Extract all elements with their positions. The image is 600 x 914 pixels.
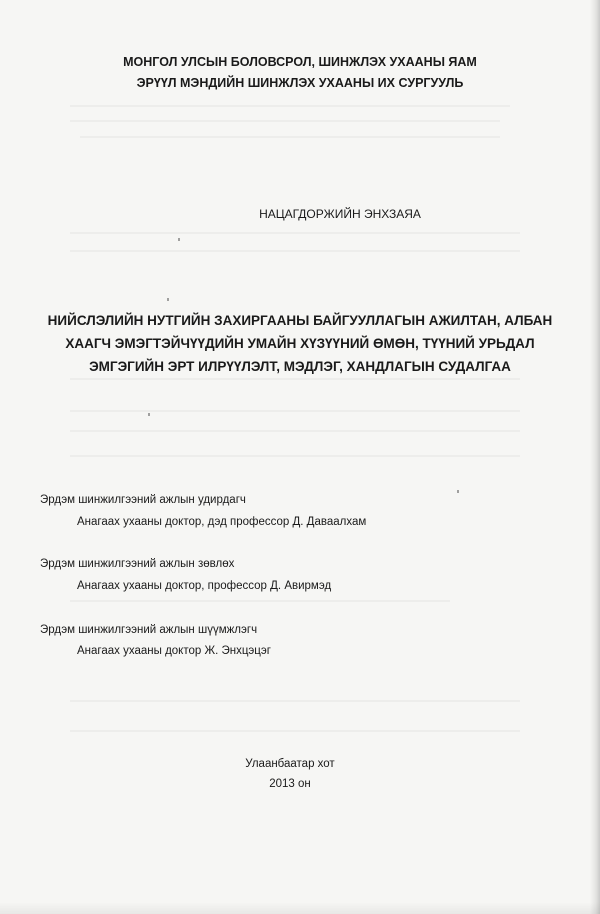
bleed-through-line [70, 120, 500, 122]
scan-speck [148, 413, 150, 416]
scan-speck [167, 298, 169, 301]
advisor-role: Эрдэм шинжилгээний ажлын зөвлөх [40, 558, 235, 570]
bleed-through-line [80, 136, 500, 138]
author-name: НАЦАГДОРЖИЙН ЭНХЗАЯА [259, 207, 421, 221]
thesis-title [0, 309, 600, 378]
bleed-through-line [70, 105, 510, 107]
page-edge-shadow [590, 0, 600, 914]
year: 2013 он [269, 778, 311, 790]
bleed-through-line [70, 232, 520, 234]
reviewer-role: Эрдэм шинжилгээний ажлын шүүмжлэгч [40, 624, 258, 636]
reviewer-name: Анагаах ухааны доктор Ж. Энхцэцэг [77, 645, 271, 657]
thesis-title-line: ХААГЧ ЭМЭГТЭЙЧҮҮДИЙН УМАЙН ХҮЗҮҮНИЙ ӨМӨН, ТҮҮНИЙ УРЬДАЛ [65, 336, 535, 351]
bleed-through-line [70, 250, 520, 252]
bleed-through-line [70, 700, 520, 702]
city: Улаанбаатар хот [245, 758, 335, 770]
bleed-through-line [70, 455, 520, 457]
scan-speck [457, 490, 459, 493]
university-name: ЭРҮҮЛ МЭНДИЙН ШИНЖЛЭХ УХААНЫ ИХ СУРГУУЛЬ [136, 76, 464, 90]
thesis-title-line: ЭМГЭГИЙН ЭРТ ИЛРҮҮЛЭЛТ, МЭДЛЭГ, ХАНДЛАГЫН СУДАЛГАА [89, 359, 511, 374]
thesis-title-line: НИЙСЛЭЛИЙН НУТГИЙН ЗАХИРГААНЫ БАЙГУУЛЛАГЫН АЖИЛТАН, АЛБАН [47, 313, 553, 328]
supervisor-role: Эрдэм шинжилгээний ажлын удирдагч [40, 494, 246, 506]
scan-speck [178, 238, 180, 241]
supervisor-name: Анагаах ухааны доктор, дэд профессор Д. Даваалхам [77, 516, 367, 528]
bleed-through-line [70, 378, 520, 380]
ministry-name: МОНГОЛ УЛСЫН БОЛОВСРОЛ, ШИНЖЛЭХ УХААНЫ ЯАМ [123, 55, 477, 69]
advisor-name: Анагаах ухааны доктор, профессор Д. Авирмэд [77, 580, 332, 592]
bleed-through-line [70, 600, 450, 602]
bleed-through-line [70, 430, 520, 432]
bleed-through-line [70, 410, 520, 412]
page-edge-shadow [0, 902, 600, 914]
bleed-through-line [70, 730, 520, 732]
